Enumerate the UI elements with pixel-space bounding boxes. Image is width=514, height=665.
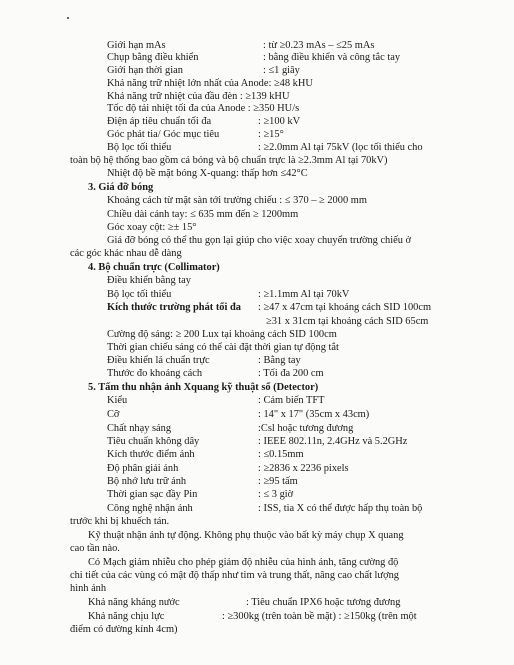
text-line: Kích thước điểm ảnh <box>107 449 195 460</box>
text-line: Thước đo khoảng cách <box>107 368 203 379</box>
scan-speck <box>67 17 69 19</box>
text-line: Chụp bằng điều khiển <box>107 52 199 63</box>
text-line: : ≥2.0mm Al tại 75kV (lọc tối thiểu cho <box>258 142 423 153</box>
section-heading: Kích thước trường phát tối đa <box>107 302 241 313</box>
text-line: Góc xoay cột: ≥± 15° <box>107 222 197 233</box>
text-line: Bộ nhớ lưu trữ ảnh <box>107 476 187 487</box>
text-line: các góc khác nhau dễ dàng <box>70 248 182 259</box>
text-line: Giá đỡ bóng có thể thu gọn lại giúp cho việc xoay chuyển trường chiếu ở <box>107 235 412 246</box>
text-line: : từ ≥0.23 mAs – ≤25 mAs <box>263 40 375 51</box>
text-line: Kiểu <box>107 395 128 406</box>
text-line: Bộ lọc tối thiểu <box>107 142 172 153</box>
section-heading: 5. Tấm thu nhận ảnh Xquang kỹ thuật số (Detector) <box>88 382 319 393</box>
text-line: Thời gian sạc đầy Pin <box>107 489 198 500</box>
text-line: Góc phát tia/ Góc mục tiêu <box>107 129 220 140</box>
text-line: : ≤0.15mm <box>258 449 304 460</box>
text-line: : Bằng tay <box>258 355 301 366</box>
text-line: Khả năng kháng nước <box>88 597 180 608</box>
text-line: Tốc độ tải nhiệt tối đa của Anode : ≥350 HU/s <box>107 103 300 114</box>
text-line: : ≥95 tấm <box>258 476 298 487</box>
text-line: Giới hạn mAs <box>107 40 166 51</box>
text-line: : ≤1 giây <box>263 65 300 76</box>
section-heading: 4. Bộ chuẩn trực (Collimator) <box>88 262 220 273</box>
text-line: : bằng điều khiển và công tắc tay <box>263 52 401 63</box>
text-line: cao tần nào. <box>70 543 120 554</box>
text-line: Khả năng trữ nhiệt của đầu đèn : ≥139 kHU <box>107 91 290 102</box>
text-line: : ≥1.1mm Al tại 70kV <box>258 289 350 300</box>
text-line: Chất nhạy sáng <box>107 423 172 434</box>
text-line: : ≥47 x 47cm tại khoảng cách SID 100cm <box>258 302 432 313</box>
text-line: :Csl hoặc tương đương <box>258 423 354 434</box>
text-line: Giới hạn thời gian <box>107 65 183 76</box>
text-line: : ≥2836 x 2236 pixels <box>258 463 349 474</box>
text-line: Kỹ thuật nhận ảnh tự động. Không phụ thuộc vào bất kỳ máy chụp X quang <box>88 530 404 541</box>
text-line: : Cảm biến TFT <box>258 395 325 406</box>
text-line: Điều khiển bằng tay <box>107 275 191 286</box>
section-heading: 3. Giá đỡ bóng <box>88 182 154 193</box>
text-line: Công nghệ nhận ảnh <box>107 503 193 514</box>
text-line: hình ảnh <box>70 583 107 594</box>
text-line: Khả năng chịu lực <box>88 611 165 622</box>
text-line: Khả năng trữ nhiệt lớn nhất của Anode: ≥48 kHU <box>107 78 313 89</box>
text-line: : ≥15° <box>258 129 284 140</box>
text-line: : ≥300kg (trên toàn bề mặt) : ≥150kg (trên một <box>222 611 417 622</box>
text-line: : ISS, tia X có thể được hấp thụ toàn bộ <box>258 503 423 514</box>
text-line: Điện áp tiêu chuẩn tối đa <box>107 116 212 127</box>
text-line: Khoảng cách từ mặt sàn tới trường chiếu : ≤ 370 – ≥ 2000 mm <box>107 195 367 206</box>
text-line: ≥31 x 31cm tại khoảng cách SID 65cm <box>266 316 429 327</box>
text-line: : Tối đa 200 cm <box>258 368 324 379</box>
text-line: : IEEE 802.11n, 2.4GHz và 5.2GHz <box>258 436 408 447</box>
text-line: Thời gian chiếu sáng có thể cài đặt thời gian tự động tắt <box>107 342 339 353</box>
text-line: Độ phân giải ảnh <box>107 463 179 474</box>
text-line: Điều khiển lá chuẩn trực <box>107 355 210 366</box>
text-line: Bộ lọc tối thiểu <box>107 289 172 300</box>
text-line: Có Mạch giảm nhiễu cho phép giảm độ nhiễu của hình ảnh, tăng cường độ <box>88 557 399 568</box>
text-line: trước khi bị khuếch tán. <box>70 516 170 527</box>
text-line: Nhiệt độ bề mặt bóng X-quang: thấp hơn ≤42°C <box>107 168 308 179</box>
text-line: : ≤ 3 giờ <box>258 489 294 500</box>
text-line: điểm có đường kính 4cm) <box>70 624 178 635</box>
text-line: : 14" x 17" (35cm x 43cm) <box>258 409 370 420</box>
text-line: chi tiết của các vùng có mật độ thấp như tim và trung thất, nâng cao chất lượng <box>70 570 399 581</box>
text-line: Chiều dài cánh tay: ≤ 635 mm đến ≥ 1200mm <box>107 209 299 220</box>
text-line: Tiêu chuẩn không dây <box>107 436 200 447</box>
text-line: : ≥100 kV <box>258 116 301 127</box>
text-line: Cường độ sáng: ≥ 200 Lux tại khoảng cách SID 100cm <box>107 329 337 340</box>
text-line: : Tiêu chuẩn IPX6 hoặc tương đương <box>246 597 401 608</box>
text-line: toàn bộ hệ thống bao gồm cả bóng và bộ chuẩn trực là ≥2.3mm Al tại 70kV) <box>70 155 388 166</box>
text-line: Cỡ <box>107 409 120 420</box>
